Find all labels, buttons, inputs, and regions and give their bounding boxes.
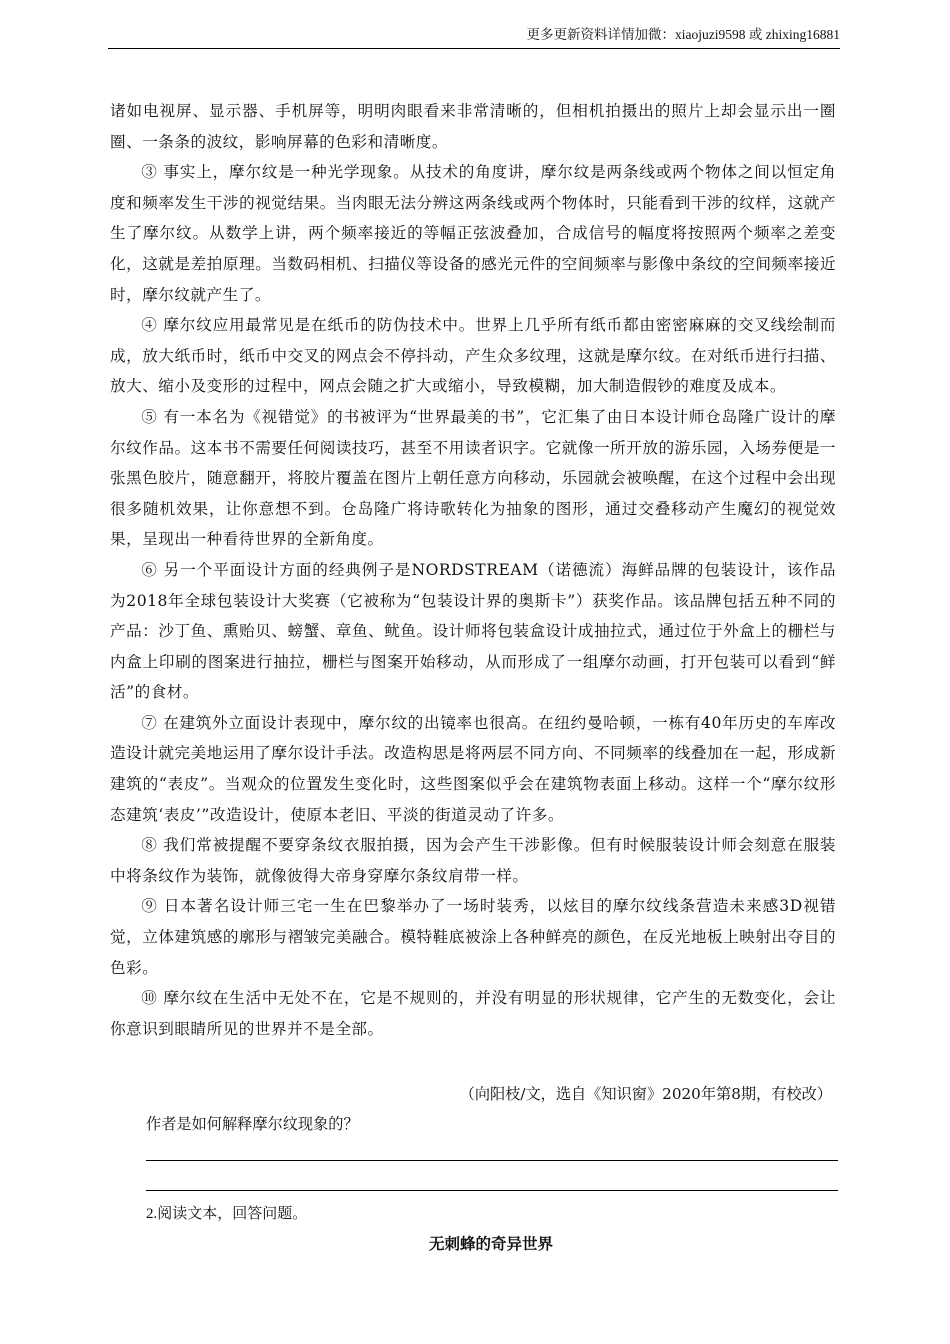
paragraph-4: ④ 摩尔纹应用最常见是在纸币的防伪技术中。世界上几乎所有纸币都由密密麻麻的交叉线绘制而成，放大纸币时，纸币中交叉的网点会不停抖动，产生众多纹理，这就是摩尔纹。在对纸币进行扫描、放大、缩小及变形的过程中，网点会随之扩大或缩小，导致模糊，加大制造假钞的难度及成本。 bbox=[110, 316, 836, 396]
source-citation: （向阳枝/文，选自《知识窗》2020年第8期，有校改） bbox=[459, 1085, 832, 1103]
page-header bbox=[108, 26, 840, 49]
article-body bbox=[110, 96, 836, 1044]
paragraph-10: ⑩ 摩尔纹在生活中无处不在，它是不规则的，并没有明显的形状规律，它产生的无数变化，会让你意识到眼睛所见的世界并不是全部。 bbox=[110, 989, 836, 1038]
answer-line-1[interactable] bbox=[146, 1160, 838, 1161]
paragraph-8: ⑧ 我们常被提醒不要穿条纹衣服拍摄，因为会产生干涉影像。但有时候服装设计师会刻意在服装中将条纹作为装饰，就像彼得大帝身穿摩尔条纹肩带一样。 bbox=[110, 836, 836, 885]
paragraph-intro: 诸如电视屏、显示器、手机屏等，明明肉眼看来非常清晰的，但相机拍摄出的照片上却会显示出一圈圈、一条条的波纹，影响屏幕的色彩和清晰度。 bbox=[110, 102, 836, 151]
section-2-prompt: 2.阅读文本，回答问题。 bbox=[146, 1206, 308, 1222]
question-text: 作者是如何解释摩尔纹现象的？ bbox=[146, 1116, 359, 1133]
header-text: 更多更新资料详情加微：xiaojuzi9598 或 zhixing16881 bbox=[526, 27, 840, 42]
paragraph-6: ⑥ 另一个平面设计方面的经典例子是NORDSTREAM（诺德流）海鲜品牌的包装设计，该作品为2018年全球包装设计大奖赛（它被称为“包装设计界的奥斯卡”）获奖作品。该品牌包括五种不同的产品：沙丁鱼、熏贻贝、螃蟹、章鱼、鱿鱼。设计师将包装盒设计成抽拉式，通过位于外盒上的栅栏与内盒上印刷的图案进行抽拉，栅栏与图案开始移动，从而形成了一组摩尔动画，打开包装可以看到“鲜活”的食材。 bbox=[110, 560, 836, 702]
section-2-title: 无刺蜂的奇异世界 bbox=[428, 1235, 553, 1253]
paragraph-9: ⑨ 日本著名设计师三宅一生在巴黎举办了一场时装秀，以炫目的摩尔纹线条营造未来感3D视错觉，立体建筑感的廓形与褶皱完美融合。模特鞋底被涂上各种鲜亮的颜色，在反光地板上映射出夺目的色彩。 bbox=[110, 897, 836, 977]
paragraph-7: ⑦ 在建筑外立面设计表现中，摩尔纹的出镜率也很高。在纽约曼哈顿，一栋有40年历史的车库改造设计就完美地运用了摩尔设计手法。改造构思是将两层不同方向、不同频率的线叠加在一起，形成新建筑的“表皮”。当观众的位置发生变化时，这些图案似乎会在建筑物表面上移动。这样一个“摩尔纹形态建筑‘表皮’”改造设计，使原本老旧、平淡的街道灵动了许多。 bbox=[110, 713, 836, 824]
paragraph-5: ⑤ 有一本名为《视错觉》的书被评为“世界最美的书”，它汇集了由日本设计师仓岛隆广设计的摩尔纹作品。这本书不需要任何阅读技巧，甚至不用读者识字。它就像一所开放的游乐园，入场券便是一张黑色胶片，随意翻开，将胶片覆盖在图片上朝任意方向移动，乐园就会被唤醒，在这个过程中会出现很多随机效果，让你意想不到。仓岛隆广将诗歌转化为抽象的图形，通过交叠移动产生魔幻的视觉效果，呈现出一种看待世界的全新角度。 bbox=[110, 407, 836, 549]
answer-line-2[interactable] bbox=[146, 1190, 838, 1191]
paragraph-3: ③ 事实上，摩尔纹是一种光学现象。从技术的角度讲，摩尔纹是两条线或两个物体之间以恒定角度和频率发生干涉的视觉结果。当肉眼无法分辨这两条线或两个物体时，只能看到干涉的纹样，这就产生了摩尔纹。从数学上讲，两个频率接近的等幅正弦波叠加，合成信号的幅度将按照两个频率之差变化，这就是差拍原理。当数码相机、扫描仪等设备的感光元件的空间频率与影像中条纹的空间频率接近时，摩尔纹就产生了。 bbox=[110, 163, 836, 304]
